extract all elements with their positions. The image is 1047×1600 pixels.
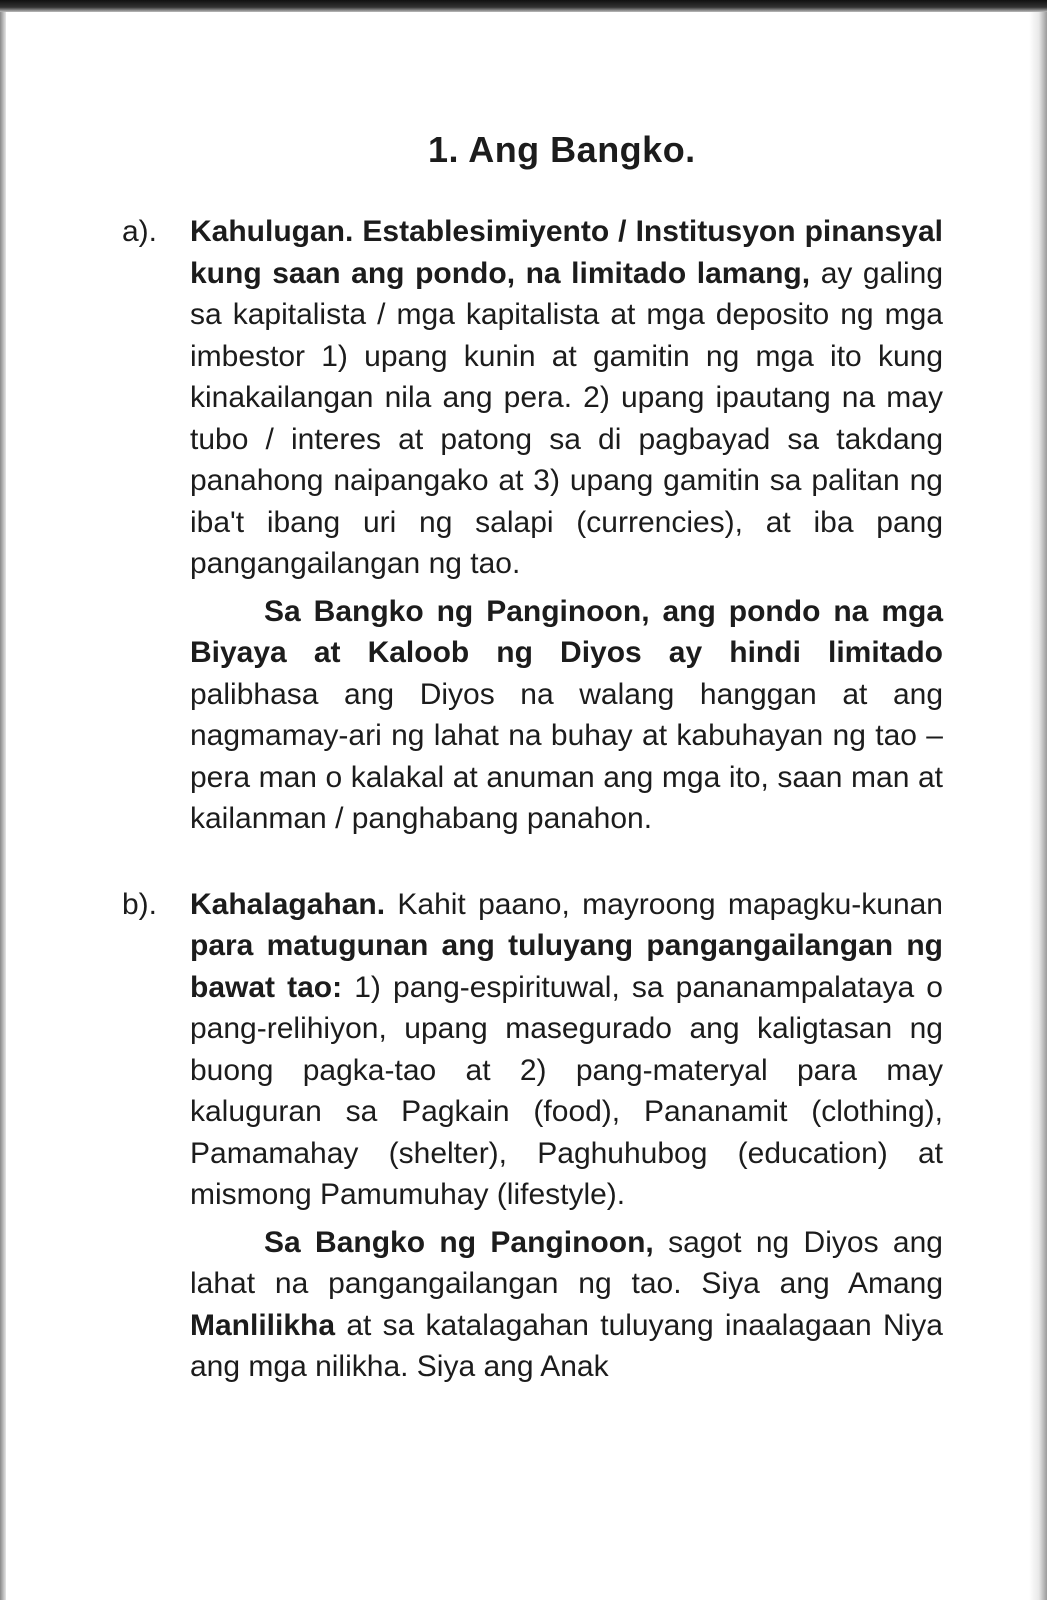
section-a-lord-bank-bold: Sa Bangko ng Panginoon, ang pondo na mga Biyaya at Kaloob ng Diyos ay hindi limitado — [190, 594, 943, 670]
section-b-lord-bank-text: sagot ng Diyos ang lahat na pangangailangan ng tao. Siya ang Amang — [190, 1225, 943, 1301]
section-b-paragraph-2 — [190, 1222, 943, 1388]
section-a — [122, 211, 944, 840]
section-b-creator-text: at sa katalagahan tuluyang inaalagaan Niya ang mga nilikha. Siya ang Anak — [190, 1308, 943, 1384]
page-title: 1. Ang Bangko. — [428, 129, 696, 170]
section-a-heading: Kahulugan. — [190, 215, 354, 249]
scan-left-edge — [0, 12, 6, 1600]
section-a-definition-bold: Establesimiyento / Institusyon pinansyal kung saan ang pondo, na limitado lamang, — [190, 215, 943, 290]
section-b-marker: b). — [122, 887, 158, 921]
section-b-paragraph-1 — [190, 884, 943, 1216]
section-a-definition-text: ay galing sa kapitalista / mga kapitalista at mga deposito ng mga imbestor 1) upang kunin at gamitin ng mga ito kung kinakailangan nila ang pera. 2) upang ipautang na may tubo / interes at patong sa di pagbayad sa takdang panahong naipangako at 3) upang gamitin sa palitan ng iba't ibang uri ng salapi (currencies), at iba pang pangangailangan ng tao. — [190, 256, 944, 581]
section-b-creator-bold: Manlilikha — [190, 1308, 336, 1342]
section-a-paragraph-2 — [190, 591, 943, 840]
section-a-paragraph-1 — [190, 211, 943, 585]
section-b — [122, 884, 943, 1388]
section-b-needs-bold: para matugunan ang tuluyang pangangailangan ng bawat tao: — [190, 929, 943, 1004]
scan-top-edge — [0, 0, 1047, 12]
section-a-marker: a). — [122, 215, 158, 249]
scan-right-edge — [1029, 12, 1047, 1600]
section-b-heading: Kahalagahan. — [190, 887, 386, 921]
document-page — [122, 128, 944, 1388]
section-b-intro-text: Kahit paano, mayroong mapagku-kunan — [397, 887, 943, 921]
section-b-needs-text: 1) pang-espirituwal, sa pananampalataya o pang-relihiyon, upang masegurado ang kaligtasan ng buong pagka-tao at 2) pang-materyal para may kaluguran sa Pagkain (food), Pananamit (clothing), Pamamahay (shelter), Paghuhubog (education) at mismong Pamumuhay (lifestyle). — [190, 970, 943, 1212]
section-a-lord-bank-text: palibhasa ang Diyos na walang hanggan at ang nagmamay-ari ng lahat na buhay at kabuhayan ng tao – pera man o kalakal at anuman ang mga ito, saan man at kailanman / panghabang panahon. — [190, 677, 943, 836]
section-b-lord-bank-bold: Sa Bangko ng Panginoon, — [264, 1225, 654, 1259]
